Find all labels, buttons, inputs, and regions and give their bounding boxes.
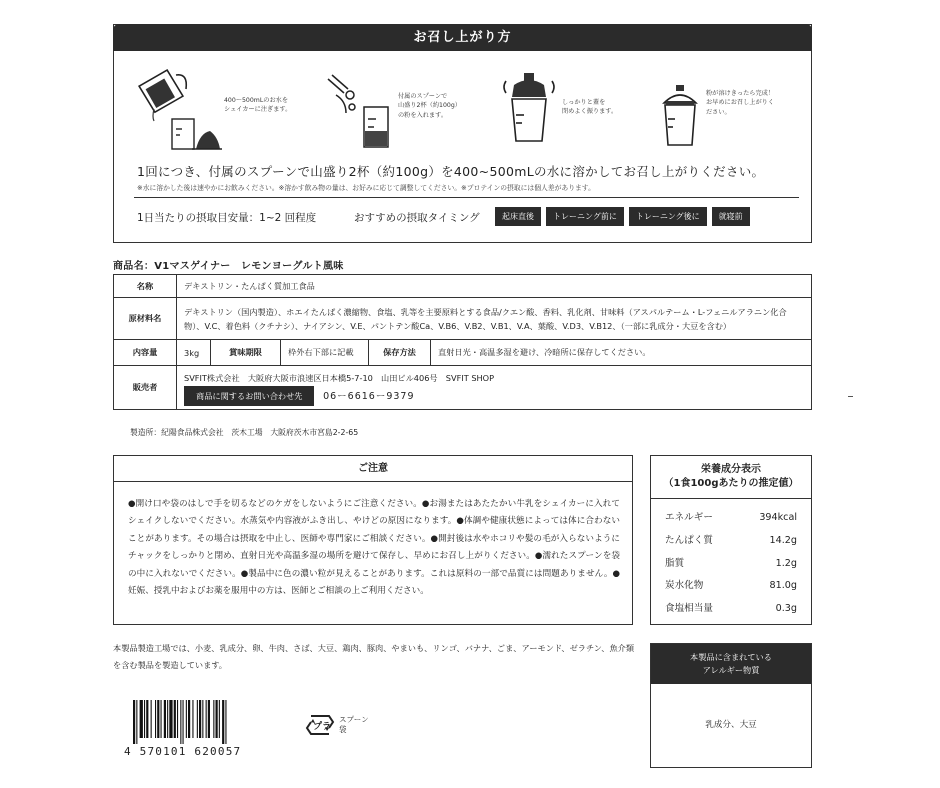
howto-step-4-text: 粉が溶けきったら完成！ お早めにお召し上がりく ださい。 [706, 89, 775, 116]
barcode-bar [197, 700, 198, 738]
barcode-bar [206, 700, 207, 738]
howto-main-note: 1回につき、付属のスプーンで山盛り2杯（約100g）を400~500mLの水に溶かしてお召し上がりください。 [137, 164, 765, 179]
allergen-panel [650, 643, 812, 768]
barcode-bar [213, 700, 214, 738]
daily-intake: 1日当たりの摂取目安量：1~2 回程度 [137, 212, 317, 224]
barcode-bar [219, 700, 220, 738]
shaker-done-icon [660, 75, 700, 149]
inquiry-phone: 06ー6616ー9379 [323, 390, 415, 402]
nutrition-value: 394kcal [759, 512, 797, 523]
barcode-bar [186, 700, 187, 738]
nutrition-rows [651, 499, 811, 621]
timing-tag-wakeup: 起床直後 [495, 207, 541, 226]
nutrition-panel [650, 455, 812, 625]
nutrition-value: 1.2g [775, 557, 797, 569]
barcode-bar [208, 700, 210, 738]
factory-note: 本製品製造工場では、小麦、乳成分、卵、牛肉、さば、大豆、鶏肉、豚肉、やまいも、リンゴ、バナナ、ごま、アーモンド、ゼラチン、魚介類を含む製品を製造しています。 [113, 643, 635, 670]
barcode-bar [225, 700, 226, 744]
content-label: 内容量 [114, 340, 177, 366]
barcode-number: 4 570101 620057 [124, 745, 242, 758]
howto-step-3-text: しっかりと蓋を 閉めよく振ります。 [562, 98, 618, 115]
barcode-bar [192, 700, 193, 738]
nutrition-subtitle: （1食100gあたりの推定値） [663, 478, 799, 489]
seller-value: SVFIT株式会社 大阪府大阪市浪速区日本橋5-7-10 山田ビル406号 SVFIT SHOP [184, 372, 495, 383]
inquiry-label: 商品に関するお問い合わせ先 [184, 386, 314, 406]
nutrition-value: 0.3g [775, 603, 797, 615]
howto-title: お召し上がり方 [113, 24, 812, 51]
barcode-bar [222, 700, 224, 744]
timing-tag-pre-training: トレーニング前に [546, 207, 624, 226]
barcode-bar [177, 700, 178, 738]
info-row-category [114, 275, 812, 298]
info-row-content [114, 340, 812, 366]
product-info-table [113, 274, 812, 410]
content-value: 3kg [177, 340, 211, 366]
nutrition-header [651, 456, 811, 499]
product-name: 商品名：V1マスゲイナー レモンヨーグルト風味 [113, 261, 344, 272]
barcode-bar [167, 700, 168, 738]
barcode-bar [180, 700, 181, 744]
nutrition-row-energy [665, 507, 797, 530]
nutrition-label: エネルギー [665, 512, 713, 523]
expiry-label: 賞味期限 [211, 340, 281, 366]
category-label: 名称 [114, 275, 177, 298]
allergen-header [651, 644, 811, 684]
barcode-bar [151, 700, 152, 738]
howto-step-2-text: 付属のスプーンで 山盛り2杯（約100g） の粉を入れます。 [398, 92, 461, 119]
allergen-title-line2: アレルギー物質 [702, 665, 760, 675]
howto-step-1-text: 400～500mLのお水を シェイカーに注ぎます。 [224, 96, 292, 113]
nutrition-title: 栄養成分表示 [701, 464, 761, 475]
barcode-bar [202, 700, 203, 738]
barcode-bar [188, 700, 190, 738]
barcode-bar [133, 700, 135, 744]
nutrition-value: 81.0g [769, 580, 797, 592]
timing-tags [495, 207, 750, 226]
barcode-bar [183, 700, 184, 744]
info-row-seller [114, 366, 812, 410]
nutrition-label: 炭水化物 [665, 580, 704, 592]
barcode-bar [155, 700, 156, 738]
nutrition-row-fat [665, 553, 797, 576]
scoop-icon [324, 73, 394, 153]
barcode-bar [164, 700, 166, 738]
nutrition-row-protein [665, 530, 797, 553]
howto-panel [113, 24, 812, 243]
manufacturer: 製造所：紀陽食品株式会社 茨木工場 大阪府茨木市宮島2-2-65 [130, 428, 359, 437]
caution-title: ご注意 [114, 456, 632, 482]
measuring-cup-icon [132, 65, 222, 155]
howto-step-2 [324, 73, 461, 153]
nutrition-label: 脂質 [665, 557, 685, 569]
stray-mark [848, 396, 853, 397]
barcode-bar [144, 700, 145, 738]
ingredients-value: デキストリン（国内製造）、ホエイたんぱく濃縮物、食塩、乳等を主要原料とする食品/クエン酸、香料、乳化剤、甘味料（アスパルテーム・L-フェニルアラニン化合物）、V.C、着色料（クチナシ）、ナイアシン、V.E、パントテン酸Ca、V.B6、V.B2、V.B1、V.A、葉酸、V.D3、V.B12、（一部に乳成分・大豆を含む） [177, 298, 812, 340]
nutrition-row-salt [665, 598, 797, 621]
howto-step-4 [660, 75, 774, 149]
recycle-line1: スプーン [339, 715, 369, 724]
barcode-bar [174, 700, 176, 738]
caution-panel [113, 455, 633, 625]
info-row-ingredients [114, 298, 812, 340]
nutrition-label: 食塩相当量 [665, 603, 713, 615]
recycle-mark-text: プラ [313, 722, 332, 732]
allergen-value: 乳成分、大豆 [705, 720, 757, 730]
category-value: デキストリン・たんぱく質加工食品 [177, 275, 812, 298]
barcode-bar [146, 700, 148, 738]
allergen-title-line1: 本製品に含まれている [690, 652, 772, 662]
barcode-bar [161, 700, 162, 738]
barcode-bar [216, 700, 218, 738]
howto-divider [134, 197, 799, 198]
nutrition-row-carbs [665, 575, 797, 598]
howto-step-3 [502, 71, 617, 149]
shaker-shake-icon [502, 71, 556, 149]
plastic-recycle-icon [305, 712, 335, 738]
recycle-info [305, 712, 369, 738]
ingredients-label: 原材料名 [114, 298, 177, 340]
howto-step-1 [132, 65, 291, 155]
barcode-bar [136, 700, 137, 744]
barcode-bar [199, 700, 201, 738]
barcode-bar [140, 700, 143, 738]
nutrition-label: たんぱく質 [665, 534, 713, 546]
nutrition-value: 14.2g [769, 534, 797, 546]
barcode-icon [119, 700, 267, 746]
storage-value: 直射日光・高温多湿を避け、冷暗所に保存してください。 [431, 340, 812, 366]
timing-tag-post-training: トレーニング後に [629, 207, 707, 226]
storage-label: 保存方法 [369, 340, 431, 366]
expiry-value: 枠外右下部に記載 [281, 340, 369, 366]
timing-label: おすすめの摂取タイミング [354, 212, 480, 224]
barcode-bar [169, 700, 172, 738]
caution-text: ●開け口や袋のはしで手を切るなどのケガをしないようにご注意ください。●お湯またはあたたかい牛乳をシェイカーに入れてシェイクしないでください。水蒸気や内容液がふき出し、やけどの原因になります。●体調や健康状態によっては体に合わないことがあります。その場合は摂取を中止し、医師や専門家にご相談ください。●開封後は水やホコリや髪の毛が入らないようにチャックをしっかりと閉め、直射日光や高温多湿の場所を避けて保存し、早めにお召し上がりください。●濡れたスプーンを袋の中に入れないでください。●製品中に色の濃い粒が見えることがあります。これは原料の一部で品質には問題ありません。●妊娠、授乳中およびお薬を服用中の方は、医師とご相談の上ご利用ください。 [128, 499, 620, 597]
recycle-line2: 袋 [339, 725, 347, 734]
seller-label: 販売者 [114, 366, 177, 410]
barcode-bar [157, 700, 159, 738]
howto-sub-note: ※水に溶かした後は速やかにお飲みください。※溶かす飲み物の量は、お好みに応じて調整してください。※プロテインの摂取には個人差があります。 [137, 184, 595, 192]
timing-tag-bedtime: 就寝前 [712, 207, 750, 226]
